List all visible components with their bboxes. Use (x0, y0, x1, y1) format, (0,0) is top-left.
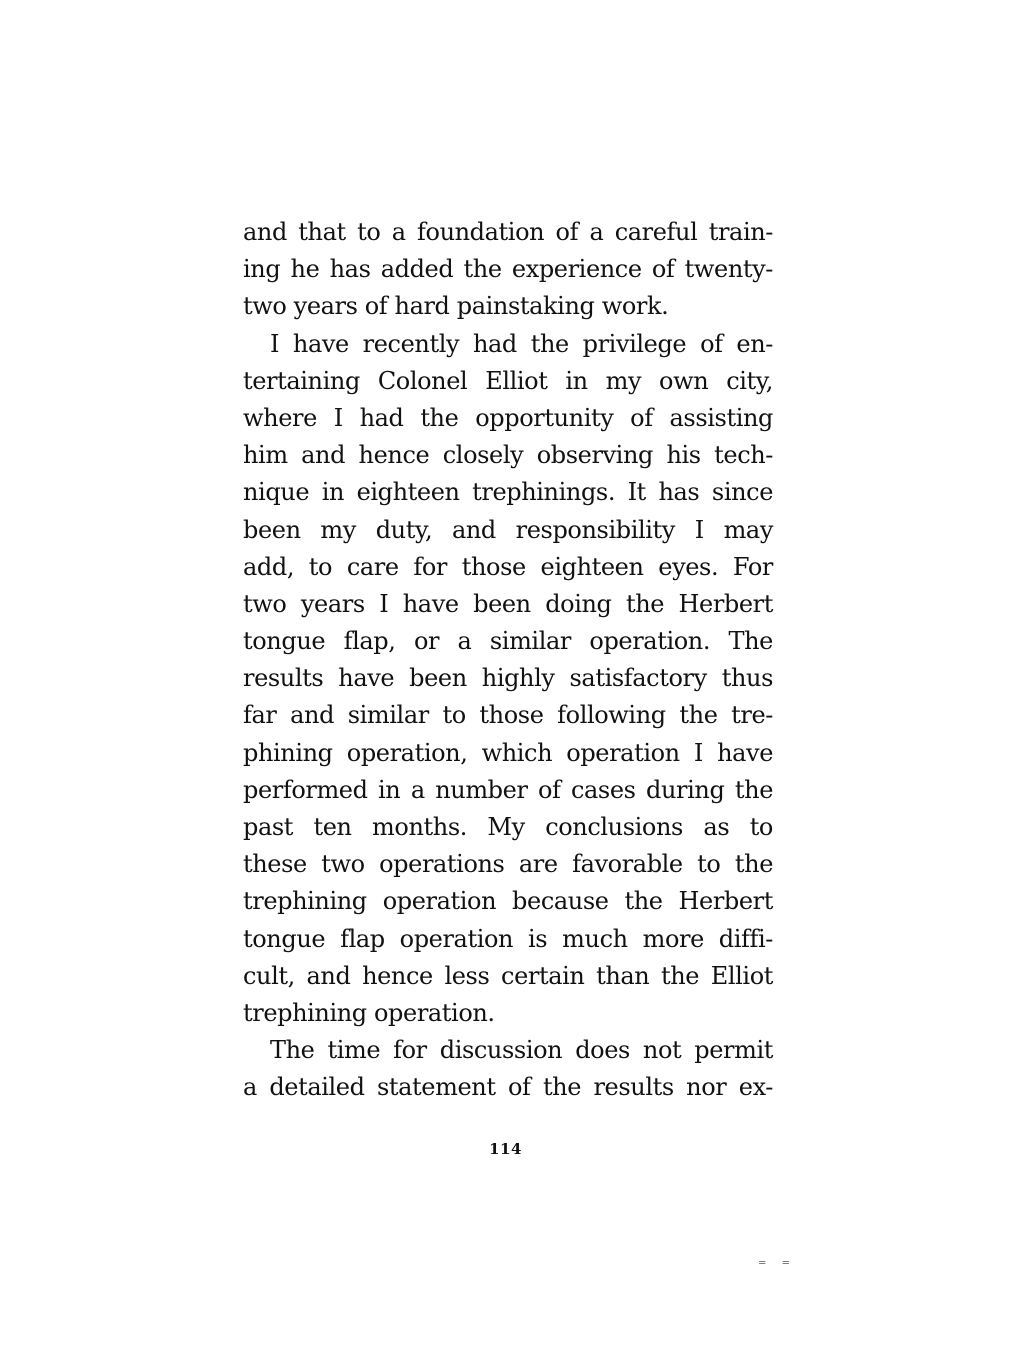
text-line: phining operation, which operation I have (243, 738, 773, 767)
text-line: nique in eighteen trephinings. It has since (243, 478, 773, 507)
corner-scan-mark: = = (758, 1258, 796, 1269)
text-line: a detailed statement of the results nor ex- (243, 1073, 773, 1102)
text-line: tongue flap operation is much more diffi- (243, 924, 773, 953)
text-line: ing he has added the experience of twenty- (243, 255, 773, 284)
paragraph-start-line: I have recently had the privilege of en- (270, 329, 773, 358)
text-line: tongue flap, or a similar operation. The (243, 627, 773, 656)
text-line: performed in a number of cases during the (243, 775, 773, 804)
text-line: far and similar to those following the tre- (243, 701, 773, 730)
text-line: cult, and hence less certain than the Elliot (243, 961, 773, 990)
text-line: results have been highly satisfactory thus (243, 664, 773, 693)
text-line: him and hence closely observing his tech- (243, 441, 773, 470)
text-line: tertaining Colonel Elliot in my own city, (243, 366, 773, 395)
text-line: add, to care for those eighteen eyes. For (243, 552, 773, 581)
text-line: trephining operation because the Herbert (243, 887, 773, 916)
text-line: trephining operation. (243, 998, 495, 1027)
paragraph-start-line: The time for discussion does not permit (270, 1036, 773, 1065)
text-line: two years of hard painstaking work. (243, 292, 669, 321)
text-line: and that to a foundation of a careful train- (243, 218, 773, 246)
text-line: been my duty, and responsibility I may (243, 515, 773, 544)
body-text (243, 214, 773, 1107)
text-line: past ten months. My conclusions as to (243, 813, 773, 841)
text-line: two years I have been doing the Herbert (243, 589, 773, 618)
text-line: these two operations are favorable to the (243, 850, 773, 879)
text-line: where I had the opportunity of assisting (243, 403, 773, 432)
page-number: 114 (489, 1140, 522, 1158)
